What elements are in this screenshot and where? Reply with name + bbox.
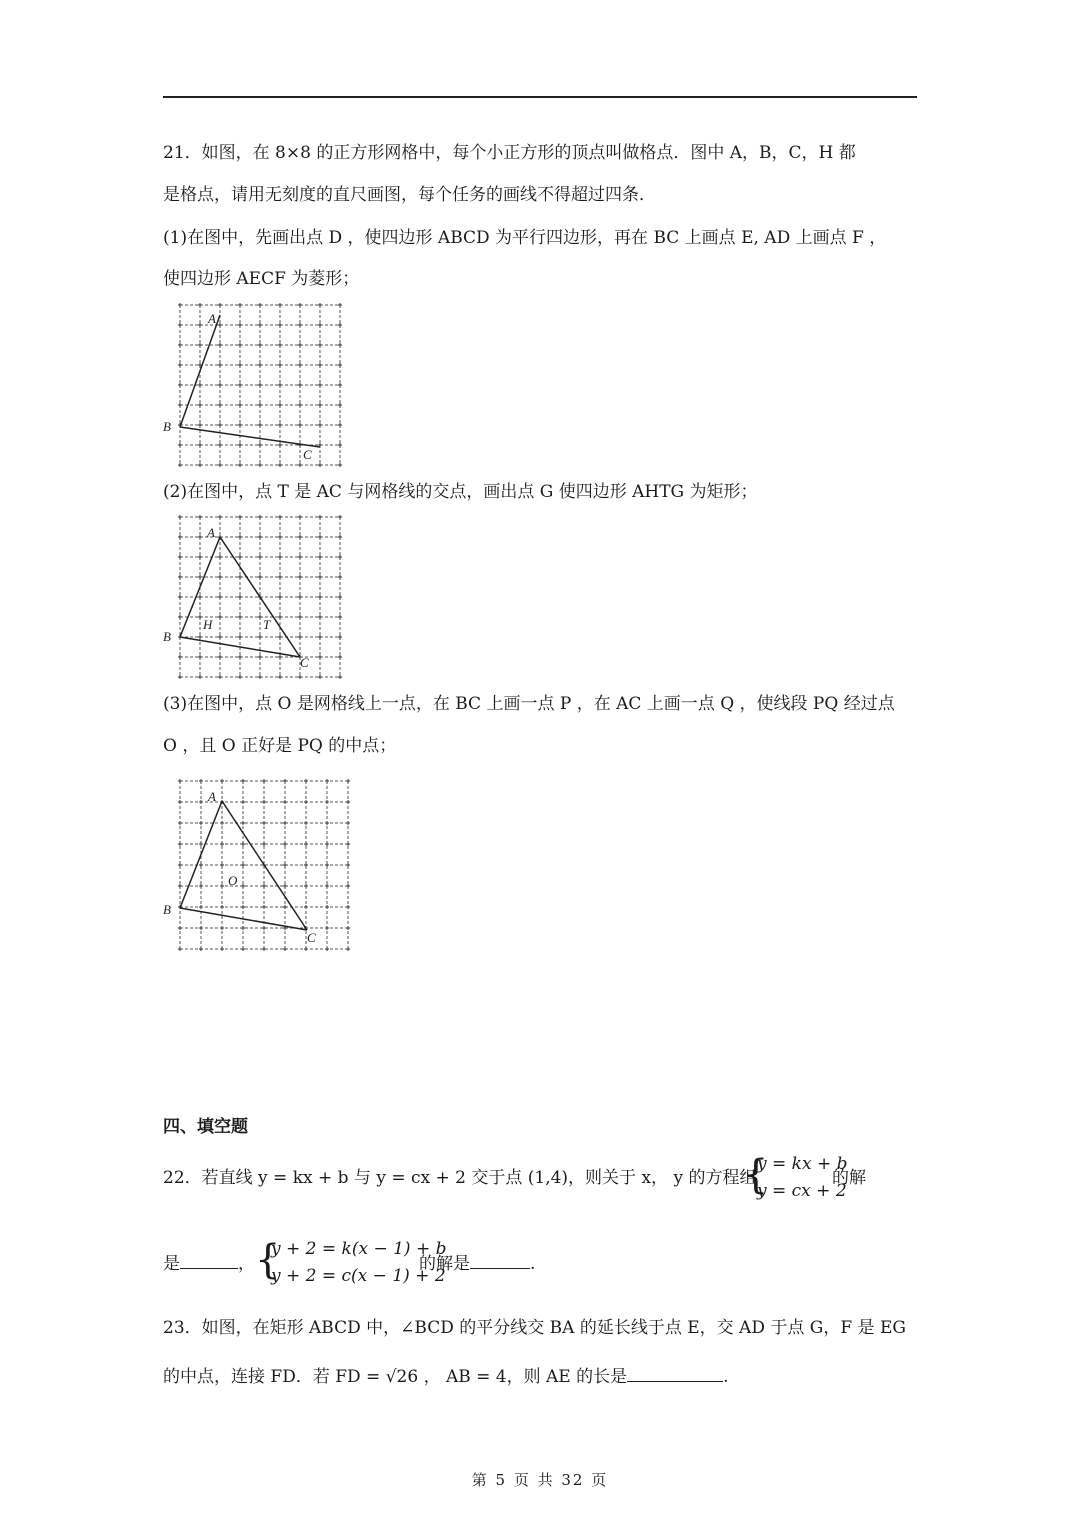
q22-answer-prefix: 是 (163, 1254, 180, 1274)
grid-1 (178, 303, 342, 467)
label-c-3: C (307, 930, 316, 945)
brace-2: { (255, 1237, 281, 1283)
figure-3 (160, 773, 370, 958)
section-heading: 四、填空题 (163, 1117, 248, 1137)
q23-line-2-wrap (163, 1365, 729, 1388)
label-t-2: T (263, 617, 271, 632)
q22-sys2-row1: y + 2 = k(x − 1) + b (271, 1239, 447, 1259)
q22-after-sys2-line (419, 1252, 535, 1275)
q21-line-2: 是格点，请用无刻度的直尺画图，每个任务的画线不得超过四条． (163, 185, 656, 205)
label-b-2: B (163, 629, 171, 644)
q22-period: . (530, 1254, 536, 1274)
q22-after-sys2: 的解是 (419, 1254, 470, 1274)
figure-1 (160, 300, 360, 475)
q23-line-1: 23．如图，在矩形 ABCD 中，∠BCD 的平分线交 BA 的延长线于点 E，交 AD 于点 G，F 是 EG (163, 1318, 906, 1338)
q22-blank-1[interactable] (180, 1252, 238, 1269)
label-c-1: C (303, 447, 312, 462)
figure-2-svg (160, 512, 360, 687)
top-rule (163, 96, 917, 98)
label-a-2: A (207, 525, 215, 540)
figure-1-svg (160, 300, 360, 475)
q22-blank-2[interactable] (470, 1252, 530, 1269)
q21-part2-line-1: (2)在图中，点 T 是 AC 与网格线的交点，画出点 G 使四边形 AHTG 为矩形； (163, 482, 758, 502)
label-h-2: H (203, 617, 213, 632)
q22-sys1-row1: y = kx + b (757, 1154, 848, 1174)
label-b-3: B (163, 902, 171, 917)
q22-after-sys1: 的解 (832, 1168, 866, 1188)
q22-sys1-row2: y = cx + 2 (757, 1181, 847, 1201)
page-footer: 第 5 页 共 32 页 (471, 1471, 609, 1489)
brace-1: { (743, 1152, 769, 1198)
segment-bc-1 (180, 427, 320, 447)
label-b-1: B (163, 419, 171, 434)
q21-part1-line-1: (1)在图中，先画出点 D ，使四边形 ABCD 为平行四边形，再在 BC 上画点 E, AD 上画点 F ， (163, 228, 887, 248)
q23-line-2: 的中点，连接 FD．若 FD = √26 ， AB = 4，则 AE 的长是 (163, 1367, 628, 1387)
q21-part3-line-2: O ，且 O 正好是 PQ 的中点； (163, 736, 397, 756)
q21-line-1: 21．如图，在 8×8 的正方形网格中，每个小正方形的顶点叫做格点．图中 A，B，C，H 都 (163, 143, 856, 163)
q23-blank[interactable] (627, 1365, 723, 1382)
q22-answer-line (163, 1252, 255, 1275)
label-a-1: A (208, 311, 216, 326)
segment-ac-3 (222, 801, 307, 930)
figure-3-svg (160, 773, 370, 958)
label-a-3: A (208, 789, 216, 804)
q22-intro: 22．若直线 y = kx + b 与 y = cx + 2 交于点 (1,4)，则关于 x， y 的方程组 (163, 1168, 757, 1188)
figure-2 (160, 512, 360, 687)
q22-comma: ， (238, 1254, 255, 1274)
q21-part1-line-2: 使四边形 AECF 为菱形； (163, 269, 360, 289)
label-o-3: O (228, 873, 238, 888)
q22-sys2-row2: y + 2 = c(x − 1) + 2 (271, 1266, 446, 1286)
q21-part3-line-1: (3)在图中，点 O 是网格线上一点，在 BC 上画一点 P ，在 AC 上画一点 Q ，使线段 PQ 经过点 (163, 694, 895, 714)
label-c-2: C (300, 655, 309, 670)
q23-period: . (723, 1367, 729, 1387)
